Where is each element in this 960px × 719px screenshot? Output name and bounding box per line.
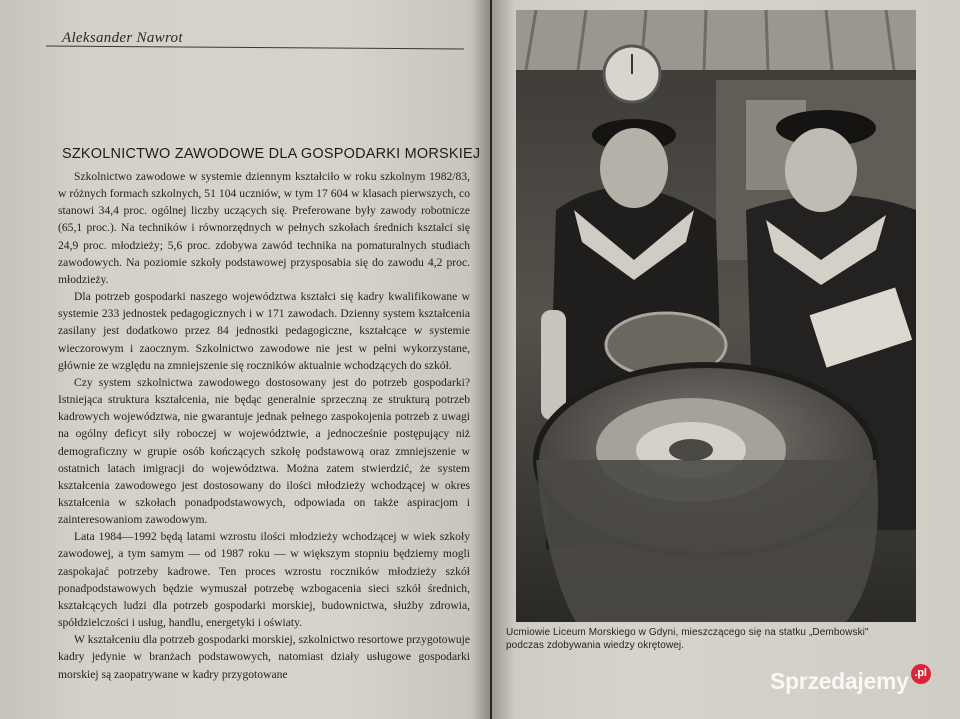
watermark-text: Sprzedajemy — [770, 668, 909, 694]
chapter-title: SZKOLNICTWO ZAWODOWE DLA GOSPODARKI MORSKIEJ — [62, 146, 481, 162]
running-head: Aleksander Nawrot — [62, 30, 183, 46]
paragraph: Szkolnictwo zawodowe w systemie dziennym kształciło w roku szkolnym 1982/83, w różnych formach szkolnych, 51 104 uczniów, w tym 17 604 w klasach pierwszych, co stanowi 34,4 proc. ogólnej liczby uczących się. Preferowane były zawody robotnicze (65,1 proc.). Na techników i równorzędnych w pełnych szkołach średnich kształci się 24,9 proc. młodzieży; 5,6 proc. zdobywa zawód technika na pomaturalnych studiach zawodowych. Na poziomie szkoły podstawowej przysposabia się do zawodu 4,2 proc. młodzieży. — [58, 170, 470, 286]
paragraph: Dla potrzeb gospodarki naszego województwa kształci się kadry kwalifikowane w systemie 233 jednostek pedagogicznych i w 171 zawodach. Dzienny system kształcenia zasilany jest dodatkowo przez 84 jednostki pedagogiczne, kształcące w systemie wieczorowym i zaocznym. Szkolnictwo zawodowe nie jest w pełni wykorzystane, głównie ze względu na zmniejszenie się roczników aktualnie wchodzących do szkół. — [58, 290, 470, 372]
paragraph: Czy system szkolnictwa zawodowego dostosowany jest do potrzeb gospodarki? Istniejąca struktura kształcenia, nie będąc generalnie sprzeczną ze strukturą potrzeb kadrowych województwa, nie gwarantuje jednak pełnego zaspokojenia potrzeb z uwagi na ogólny deficyt siły roboczej w województwie, a jednocześnie postępujący niż demograficzny w grupie osób kończących szkołę podstawową oraz zmniejszenie w ostatnich latach imigracji do województwa. Można zatem stwierdzić, że system kształcenia zawodowego jest dostosowany do ilości młodzieży wchodzącej w okres kształcenia w szkołach ponadpodstawowych, odpowiada on także aspiracjom i zainteresowaniom zawodowym. — [58, 375, 470, 527]
caption-line: podczas zdobywania wiedzy okrętowej. — [506, 640, 685, 651]
photo-caption — [506, 626, 938, 652]
watermark-badge-icon: .pl — [911, 664, 931, 684]
caption-line: Ucmiowie Liceum Morskiego w Gdyni, mieszczącego się na statku „Dembowski" — [506, 627, 869, 638]
watermark-logo — [770, 668, 931, 695]
paragraph: Lata 1984—1992 będą latami wzrostu ilości młodzieży wchodzącej w wiek szkoły zawodowej, a tym samym — od 1987 roku — w większym stopniu będziemy mogli zaspokajać potrzeby kadrowe. Ten proces wzrostu roczników młodzieży szkół ponadpodstawowych będzie wymuszał potrzebę wzbogacenia sieci szkół średnich, kształcących ludzi dla potrzeb gospodarki morskiej, budownictwa, służby zdrowia, spółdzielczości i usług, handlu, energetyki i oświaty. — [58, 530, 470, 630]
body-text — [58, 168, 470, 683]
ship-photo — [516, 10, 916, 622]
paragraph: W kształceniu dla potrzeb gospodarki morskiej, szkolnictwo resortowe przygotowuje kadry jedynie w branżach podstawowych, natomiast działy usługowe gospodarki morskiej są zaopatrywane w kadry przygotowane — [58, 633, 470, 681]
header-rule — [46, 46, 464, 50]
